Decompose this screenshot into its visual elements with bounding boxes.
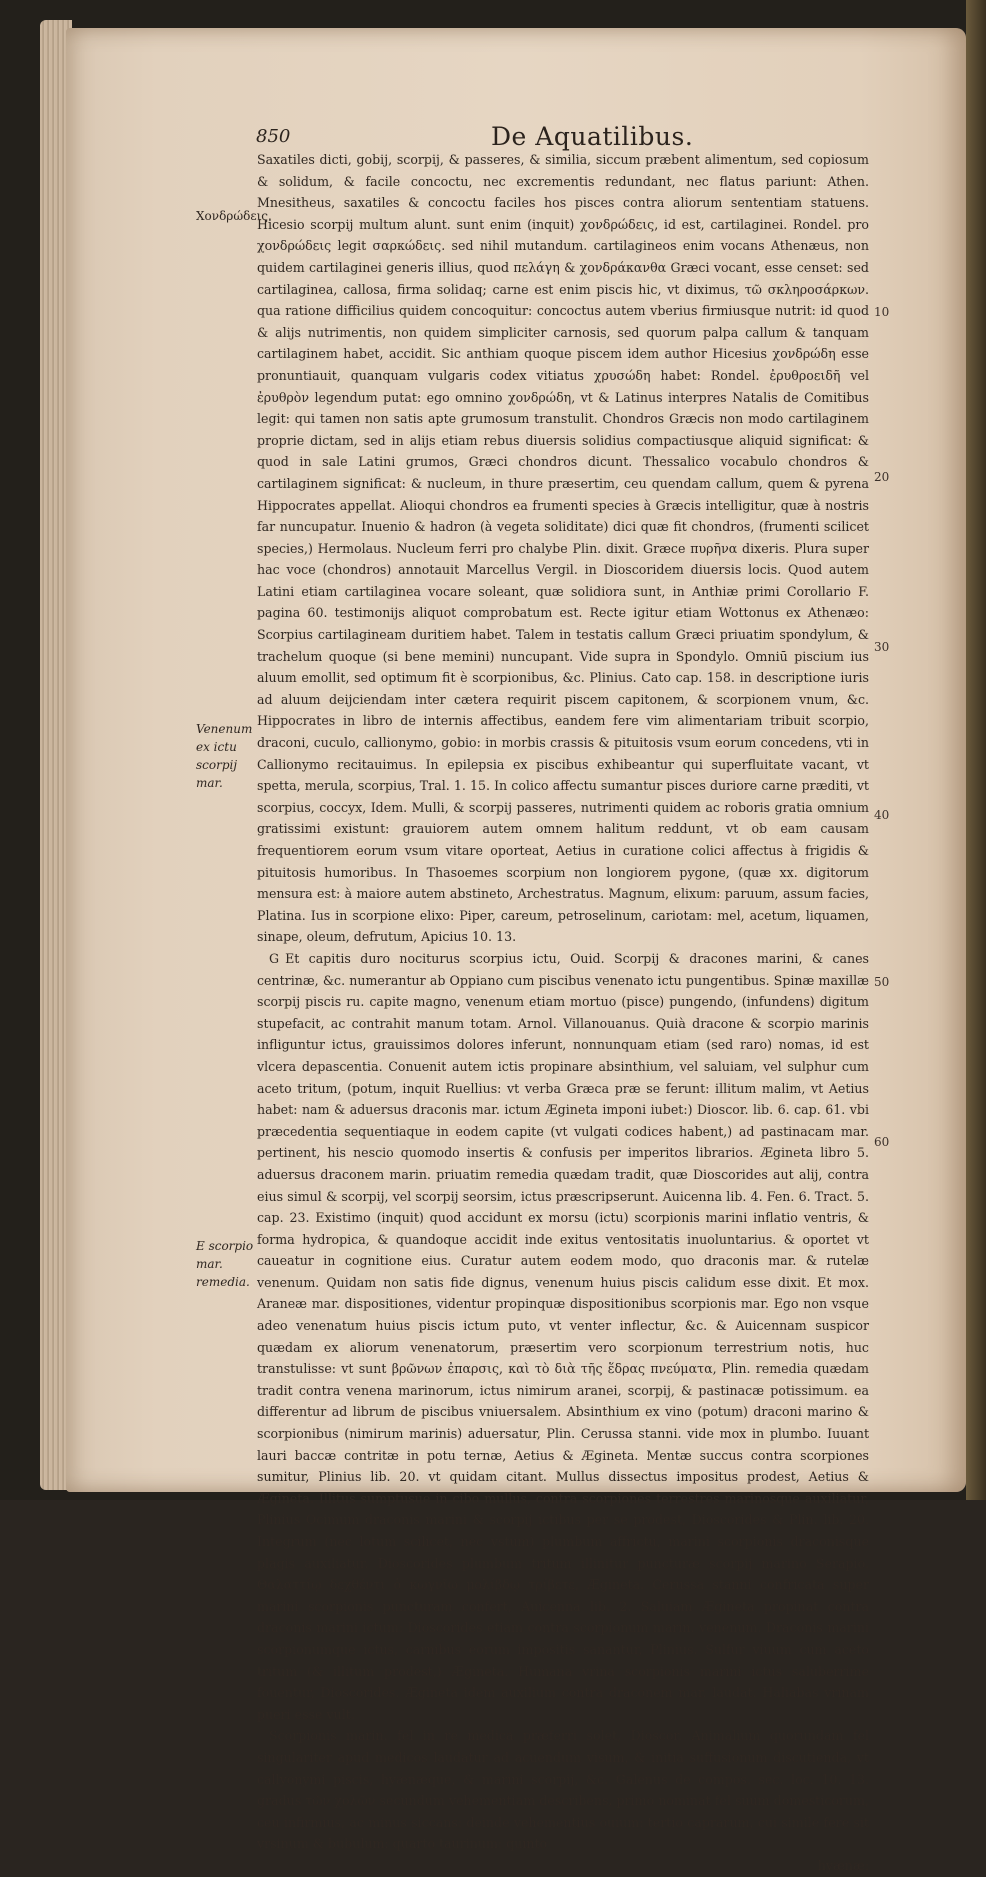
line-number-60: 60 (874, 1135, 890, 1149)
page-number: 850 (256, 126, 291, 147)
margin-note-remedia: E scorpio mar. remedia. (196, 1239, 254, 1289)
binding-edge (966, 0, 986, 1500)
section-letter-g: G (269, 950, 280, 966)
line-number-50: 50 (874, 975, 890, 989)
paragraph-remedies: Scorpionis marin. fel in re medica præferri solet, Dioscor. Animalium quorundam fel singulariter apud medicos laudatur ad acuendum visum, & initia suffusionum discutienda, vt callyonymi piscis, hyænæque, & marini scorpij, &c. Galenus de compos. sec. loc. 10. 13. gradus τῶν χολῶν secundum vehementiam describens, primo nominat fel suum domesticorum, ceu infirmius, ac minus siccans: deinde vehementius ouium: tertio caprarum, cui simile fere sit vrsinum & bubulum: quarto taurinum: quinto (257, 1728, 869, 1852)
page-header (256, 122, 706, 152)
main-text (257, 149, 869, 1877)
paragraph-venom-text: Et capitis duro nociturus scorpius ictu, Ouid. Scorpij & dracones marini, & canes centrinæ, &c. numerantur ab Oppiano cum piscibus venenato ictu pungentibus. Spinæ maxillæ scorpij piscis ru. capite magno, venenum etiam mortuo (pisce) pungendo, (infundens) digitum stupefacit, ac contrahit manum totam. Arnol. Villanouanus. Quià dracone & scorpio marinis infliguntur ictus, grauissimos dolores inferunt, nonnunquam etiam (sed raro) nomas, id est vlcera depascentia. Conuenit autem ictis propinare absinthium, vel saluiam, vel sulphur cum aceto tritum, (potum, inquit Ruellius: vt verba Græca præ se ferunt: illitum malim, vt Aetius habet: nam & aduersus draconis mar. ictum Ægineta imponi iubet:) Dioscor. lib. 6. cap. 61. vbi præcedentia sequentiaque in eodem capite (vt vulgati codices habent,) ad pastinacam mar. pertinent, his nescio quomodo insertis & confusis per imperitos librarios. Ægineta libro 5. aduersus draconem marin. priuatim remedia quædam tradit, quæ Dioscorides aut alij, contra eius simul & scorpij, vel scorpij seorsim, ictus præscripserunt. Auicenna lib. 4. Fen. 6. Tract. 5. cap. 23. Existimo (inquit) quod accidunt ex morsu (ictu) scorpionis marini inflatio ventris, & forma hydropica, & quandoque accidit inde exitus ventositatis inuoluntarius. & oportet vt caueatur in cognitione eius. Curatur autem eodem modo, quo draconis mar. & rutelæ venenum. Quidam non satis fide dignus, venenum huius piscis calidum esse dixit. Et mox. Araneæ mar. dispositiones, videntur propinquæ dispositionibus scorpionis mar. Ego non vsque adeo venenatum huius piscis ictum puto, vt venter inflectur, &c. & Auicennam suspicor quædam ex aliorum venenatorum, præsertim vero scorpionum terrestrium notis, huc transtulisse: vt sunt βρῶνων ἐπαρσις, καὶ τὸ διὰ τῆς ἕδρας πνεύματα, Plin. remedia quædam tradit contra venena marinorum, ictus nimirum aranei, scorpij, & pastinacæ potissimum. ea differentur ad librum de piscibus vniuersalem. Absinthium ex vino (potum) draconi marino & scorpionibus (nimirum marinis) aduersatur, Plin. Cerussa stanni. vide mox in plumbo. Iuuant lauri baccæ contritæ in potu ternæ, Aetius & Ægineta. Mentæ succus contra scorpiones sumitur, Plinius lib. 20. vt quidam citant. Mullus dissectus impositus prodest, Aetius & Ægineta. Illitus sumptusue in cibo mullus, contra scorpiones terrestres marinosque auxiliatur, Plinius Ocimum draconis marini & scorpij ictibus per se prodest, Dioscorides & Plin. lib. 20. Integrum (nec lotum scilicet, nec vstum) plumbum affrictu, marini scorpionis draconisque plagis auxiliatur. Dioscorides plumbum tritum illinitur puncturæ scorpij marino Serapio. Θαλαττίῳ δεχθέντι ὁ κωγνῖω μολίβδῳ τρίβετε, Ægineta. Cerussa stanni confricata super marini scorpionis puncturam confert, Auicenna lib. 2. Saluiam Ægineta propinat contra draconis marini ictum: Dioscorides etiam contra scorpionum marin. venenum. Draconis marini scorpionumque ictus, carnibus eorum impositis sanantur, Plinius. Sulfur viuum cum aceto tritum (& illitum prodest,) Ægineta. Humana vrina scorpionis marini ictus saluberrime fouentur, Dioscorides. Ægineta idem auxilium contra draconem mar. laudat. Haliabas vrinam pueri esse vult. (257, 950, 869, 1722)
paragraph-nutrition: Saxatiles dicti, gobij, scorpij, & passeres, & similia, siccum præbent alimentum, sed copiosum & solidum, & facile concoctu, nec excrementis redundant, nec flatus pariunt: Athen. Mnesitheus, saxatiles & concoctu faciles hos pisces contra aliorum sententiam statuens. Hicesio scorpij multum alunt. sunt enim (inquit) χονδρώδεις, id est, cartilaginei. Rondel. pro χονδρώδεις legit σαρκώδεις. sed nihil mutandum. cartilagineos enim vocans Athenæus, non quidem cartilaginei generis illius, quod πελάγη & χονδράκανθα Græci vocant, esse censet: sed cartilaginea, callosa, firma solidaq; carne est enim piscis hic, vt diximus, τῶ σκληροσάρκων. qua ratione difficilius quidem concoquitur: concoctus autem vberius firmiusque nutrit: id quod & alijs nutrimentis, non quidem simpliciter carnosis, sed quorum palpa callum & tanquam cartilaginem habet, accidit. Sic anthiam quoque piscem idem author Hicesius χονδρώδη esse pronuntiauit, quanquam vulgaris codex vitiatus χρυσώδη habet: Rondel. ἐρυθροειδῆ vel ἐρυθρὸν legendum putat: ego omnino χονδρώδη, vt & Latinus interpres Natalis de Comitibus legit: qui tamen non satis apte grumosum transtulit. Chondros Græcis non modo cartilaginem proprie dictam, sed in alijs etiam rebus diuersis solidius compactiusque aliquid significat: & quod in sale Latini grumos, Græci chondros dicunt. Thessalico vocabulo chondros & cartilaginem significat: & nucleum, in thure præsertim, ceu quendam callum, quem & pyrena Hippocrates appellat. Alioqui chondros ea frumenti species à Græcis intelligitur, quæ à nostris far nuncupatur. Inuenio & hadron (à vegeta soliditate) dici quæ fit chondros, (frumenti scilicet species,) Hermolaus. Nucleum ferri pro chalybe Plin. dixit. Græce πυρῆνα dixeris. Plura super hac voce (chondros) annotauit Marcellus Vergil. in Dioscoridem diuersis locis. Quod autem Latini etiam cartilaginea vocare soleant, quæ solidiora sunt, in Anthiæ primi Corollario F. pagina 60. testimonijs aliquot comprobatum est. Recte igitur etiam Wottonus ex Athenæo: Scorpius cartilagineam duritiem habet. Talem in testatis callum Græci priuatim spondylum, & trachelum quoque (si bene memini) nuncupant. Vide supra in Spondylo. Omniū piscium ius aluum emollit, sed optimum fit è scorpionibus, &c. Plinius. Cato cap. 158. in descriptione iuris ad aluum deijciendam inter cætera requirit piscem capitonem, & scorpionem vnum, &c. Hippocrates in libro de internis affectibus, eandem fere vim alimentariam tribuit scorpio, draconi, cuculo, callionymo, gobio: in morbis crassis & pituitosis vsum eorum concedens, vti in Callionymo recitauimus. In epilepsia ex piscibus exhibeantur qui superfluitate vacant, vt spetta, merula, scorpius, Tral. 1. 15. In colico affectu sumantur pisces duriore carne præditi, vt scorpius, coccyx, Idem. Mulli, & scorpij passeres, nutrimenti quidem ac roboris gratia omnium gratissimi existunt: grauiorem autem omnem halitum reddunt, vt ob eam causam frequentiorem eorum vsum vitare oporteat, Aetius in curatione colici affectus à frigidis & pituitosis humoribus. In Thasoemes scorpium non longiorem pygone, (quæ xx. digitorum mensura est: à maiore autem abstineto, Archestratus. Magnum, elixum: paruum, assum facies, Platina. Ius in scorpione elixo: Piper, careum, petroselinum, cariotam: mel, acetum, liquamen, sinape, oleum, defrutum, Apicius 10. 13. (257, 152, 869, 945)
paragraph-venom (257, 948, 869, 1725)
catchword: hyænæ: (817, 1857, 869, 1873)
line-number-10: 10 (874, 305, 890, 319)
line-number-20: 20 (874, 470, 890, 484)
line-number-40: 40 (874, 808, 890, 822)
margin-note-chondrodeis: Χονδρώδεις. (196, 209, 272, 223)
line-number-30: 30 (874, 640, 890, 654)
running-title: De Aquatilibus. (491, 122, 694, 151)
margin-note-venenum: Venenum ex ictu scorpij mar. (196, 722, 253, 790)
